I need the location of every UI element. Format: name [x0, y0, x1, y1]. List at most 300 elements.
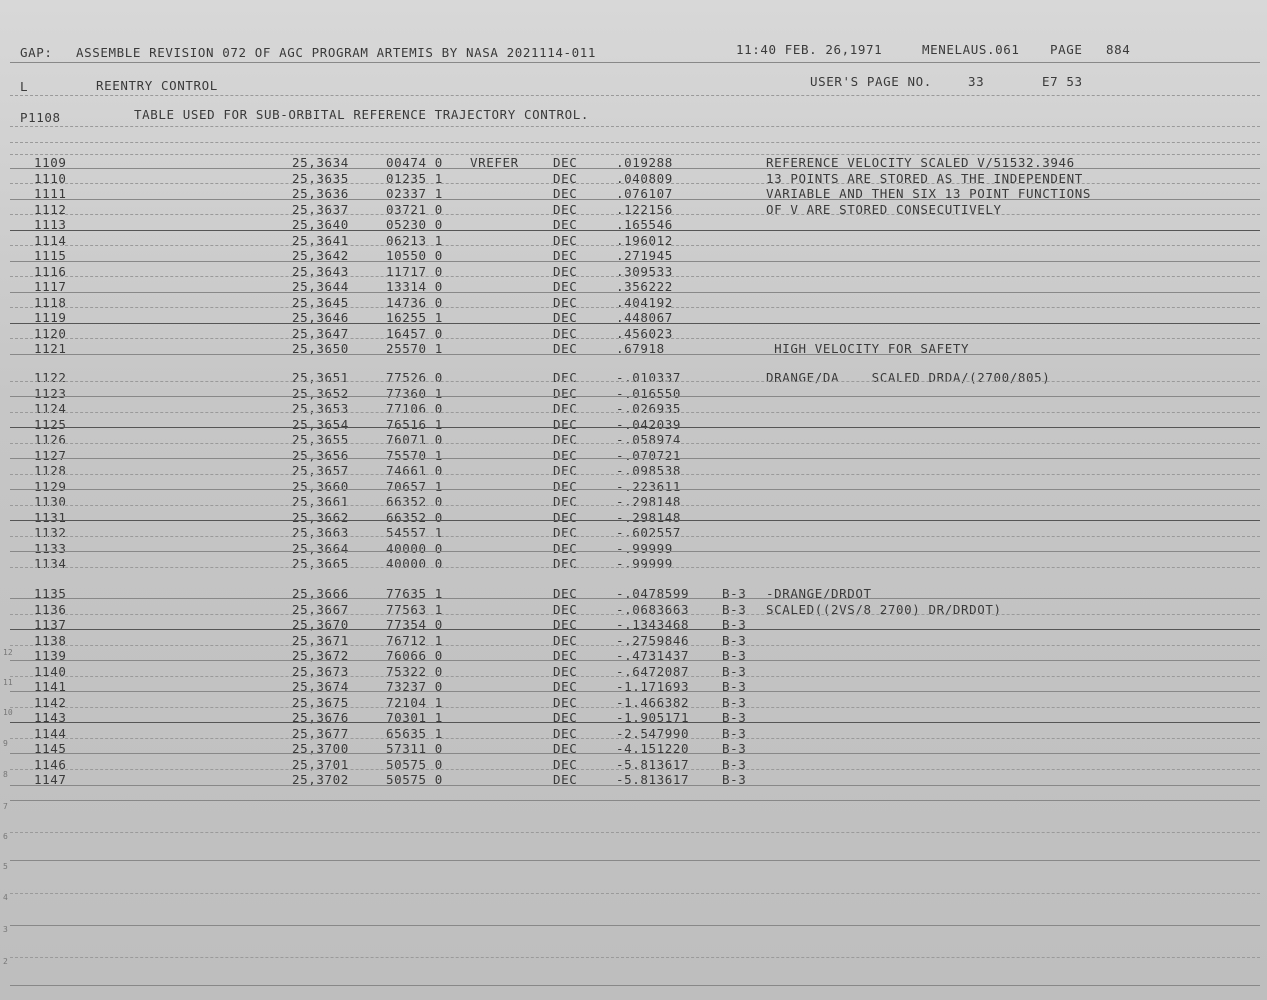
address: 25,3644: [292, 279, 349, 294]
table-row: [0, 634, 1267, 649]
octal-word: 76516 1: [386, 416, 443, 432]
line-number: 1125: [34, 416, 67, 432]
operand-value: -1.171693: [616, 679, 690, 694]
opcode: DEC: [553, 385, 578, 401]
ruling-line: [10, 645, 1260, 646]
operand-value: -.99999: [616, 556, 673, 571]
octal-word: 65635 1: [386, 725, 443, 741]
operand-value: -.0478599: [616, 586, 690, 601]
margin-number: 10: [3, 708, 13, 717]
opcode: DEC: [553, 540, 578, 556]
operand-value: -.223611: [616, 478, 682, 494]
octal-word: 73237 0: [386, 679, 443, 694]
operand-value: -5.813617: [616, 772, 690, 787]
line-number: 1137: [34, 617, 67, 632]
opcode: DEC: [553, 663, 578, 679]
ruling-line: [10, 214, 1260, 215]
comment: -DRANGE/DRDOT: [766, 586, 872, 601]
address: 25,3664: [292, 540, 349, 556]
opcode: DEC: [553, 201, 578, 217]
octal-word: 10550 0: [386, 248, 443, 263]
ruling-line: [10, 245, 1260, 246]
address: 25,3701: [292, 756, 349, 772]
line-number: 1112: [34, 201, 67, 217]
address: 25,3650: [292, 341, 349, 356]
ruling-line: [10, 199, 1260, 200]
operand-value: -.070721: [616, 447, 682, 463]
address: 25,3647: [292, 325, 349, 341]
table-row: [0, 587, 1267, 602]
line-number: 1140: [34, 663, 67, 679]
ruling-line: [10, 551, 1260, 552]
octal-word: 16457 0: [386, 325, 443, 341]
table-row: [0, 618, 1267, 633]
opcode: DEC: [553, 370, 578, 385]
opcode: DEC: [553, 679, 578, 694]
table-row: [0, 526, 1267, 541]
octal-word: 50575 0: [386, 756, 443, 772]
margin-number: 5: [3, 862, 8, 871]
opcode: DEC: [553, 648, 578, 663]
opcode: DEC: [553, 310, 578, 325]
table-row: [0, 464, 1267, 479]
line-number: 1142: [34, 694, 67, 710]
table-row: [0, 758, 1267, 773]
table-row: [0, 418, 1267, 433]
table-row: [0, 495, 1267, 510]
users-page-number: 33: [968, 74, 985, 89]
comment: OF V ARE STORED CONSECUTIVELY: [766, 201, 1002, 217]
operand-value: -.4731437: [616, 648, 690, 663]
scale-factor: B-3: [722, 663, 747, 679]
ruling-line: [10, 307, 1260, 308]
octal-word: 77360 1: [386, 385, 443, 401]
octal-word: 02337 1: [386, 186, 443, 201]
timestamp: 11:40 FEB. 26,1971: [736, 42, 883, 57]
opcode: DEC: [553, 617, 578, 632]
opcode: DEC: [553, 263, 578, 279]
octal-word: 70657 1: [386, 478, 443, 494]
comment: VARIABLE AND THEN SIX 13 POINT FUNCTIONS: [766, 186, 1092, 201]
scale-factor: B-3: [722, 586, 747, 601]
ruling-line: [10, 458, 1260, 459]
ruling-line: [10, 168, 1260, 169]
opcode: DEC: [553, 155, 578, 170]
table-row: [0, 387, 1267, 402]
margin-number: 11: [3, 678, 13, 687]
opcode: DEC: [553, 741, 578, 756]
octal-word: 40000 0: [386, 556, 443, 571]
octal-word: 50575 0: [386, 772, 443, 787]
opcode: DEC: [553, 478, 578, 494]
octal-word: 16255 1: [386, 310, 443, 325]
address: 25,3674: [292, 679, 349, 694]
scale-factor: B-3: [722, 710, 747, 725]
table-row: [0, 371, 1267, 386]
address: 25,3661: [292, 494, 349, 509]
address: 25,3646: [292, 310, 349, 325]
operand-value: -.602557: [616, 525, 682, 540]
margin-number: 3: [3, 925, 8, 934]
octal-word: 77563 1: [386, 601, 443, 617]
scale-factor: B-3: [722, 725, 747, 741]
octal-word: 54557 1: [386, 525, 443, 540]
opcode: DEC: [553, 463, 578, 478]
octal-word: 25570 1: [386, 341, 443, 356]
line-number: 1136: [34, 601, 67, 617]
margin-number: 6: [3, 832, 8, 841]
table-description: TABLE USED FOR SUB-ORBITAL REFERENCE TRAJECTORY CONTROL.: [134, 107, 590, 122]
line-number: 1132: [34, 525, 67, 540]
address: 25,3645: [292, 294, 349, 310]
line-number: 1146: [34, 756, 67, 772]
operand-value: -1.466382: [616, 694, 690, 710]
header-rule: [10, 62, 1260, 63]
octal-word: 77635 1: [386, 586, 443, 601]
scale-factor: B-3: [722, 679, 747, 694]
line-number: 1118: [34, 294, 67, 310]
symbol-label: VREFER: [470, 155, 519, 170]
ruling-line: [10, 396, 1260, 397]
operand-value: -.010337: [616, 370, 682, 385]
ruling-line: [10, 354, 1260, 355]
octal-word: 70301 1: [386, 710, 443, 725]
opcode: DEC: [553, 401, 578, 416]
page-label: PAGE: [1050, 42, 1083, 57]
octal-word: 76712 1: [386, 632, 443, 648]
octal-word: 57311 0: [386, 741, 443, 756]
blank-rule: [10, 925, 1260, 926]
scale-factor: B-3: [722, 772, 747, 787]
line-number: 1130: [34, 494, 67, 509]
address: 25,3667: [292, 601, 349, 617]
operand-value: -.016550: [616, 385, 682, 401]
octal-word: 66352 0: [386, 509, 443, 525]
operand-value: -.042039: [616, 416, 682, 432]
line-number: 1129: [34, 478, 67, 494]
scale-factor: B-3: [722, 741, 747, 756]
octal-word: 05230 0: [386, 217, 443, 232]
comment: REFERENCE VELOCITY SCALED V/51532.3946: [766, 155, 1075, 170]
opcode: DEC: [553, 279, 578, 294]
ruling-line: [10, 230, 1260, 231]
line-number: 1144: [34, 725, 67, 741]
line-number: 1131: [34, 509, 67, 525]
opcode: DEC: [553, 217, 578, 232]
line-number: 1138: [34, 632, 67, 648]
operand-value: .165546: [616, 217, 673, 232]
address: 25,3654: [292, 416, 349, 432]
blank-rule: [10, 957, 1260, 958]
octal-word: 77106 0: [386, 401, 443, 416]
opcode: DEC: [553, 694, 578, 710]
blank-rule: [10, 893, 1260, 894]
address: 25,3635: [292, 170, 349, 186]
table-row: [0, 711, 1267, 726]
line-number: 1134: [34, 556, 67, 571]
address: 25,3655: [292, 432, 349, 447]
line-number: 1114: [34, 232, 67, 248]
operand-value: .122156: [616, 201, 673, 217]
margin-number: 8: [3, 770, 8, 779]
ruling-line: [10, 614, 1260, 615]
scale-factor: B-3: [722, 617, 747, 632]
address: 25,3653: [292, 401, 349, 416]
opcode: DEC: [553, 772, 578, 787]
ruling-line: [10, 443, 1260, 444]
line-number: 1120: [34, 325, 67, 341]
octal-word: 74661 0: [386, 463, 443, 478]
ruling-line: [10, 427, 1260, 428]
program-title: ASSEMBLE REVISION 072 OF AGC PROGRAM ARTEMIS BY NASA 2021114-011: [76, 45, 597, 60]
ruling-line: [10, 154, 1260, 155]
margin-number: 7: [3, 802, 8, 811]
opcode: DEC: [553, 586, 578, 601]
ruling-line: [10, 323, 1260, 324]
margin-number: 9: [3, 739, 8, 748]
address: 25,3656: [292, 447, 349, 463]
ruling-line: [10, 520, 1260, 521]
blank-rule: [10, 142, 1260, 143]
margin-number: 4: [3, 893, 8, 902]
ruling-line: [10, 261, 1260, 262]
line-number: 1139: [34, 648, 67, 663]
octal-word: 76066 0: [386, 648, 443, 663]
blank-rule: [10, 860, 1260, 861]
operand-value: -.098538: [616, 463, 682, 478]
opcode: DEC: [553, 756, 578, 772]
opcode: DEC: [553, 509, 578, 525]
table-row: [0, 603, 1267, 618]
operand-value: -4.151220: [616, 741, 690, 756]
octal-word: 01235 1: [386, 170, 443, 186]
opcode: DEC: [553, 294, 578, 310]
line-number: 1145: [34, 741, 67, 756]
address: 25,3634: [292, 155, 349, 170]
octal-word: 77526 0: [386, 370, 443, 385]
line-number: 1117: [34, 279, 67, 294]
operand-value: .356222: [616, 279, 673, 294]
line-number: 1116: [34, 263, 67, 279]
operand-value: .309533: [616, 263, 673, 279]
address: 25,3665: [292, 556, 349, 571]
ruling-line: [10, 722, 1260, 723]
p-label: P1108: [20, 110, 61, 125]
octal-word: 03721 0: [386, 201, 443, 217]
opcode: DEC: [553, 710, 578, 725]
ruling-line: [10, 629, 1260, 630]
octal-word: 11717 0: [386, 263, 443, 279]
table-row: [0, 449, 1267, 464]
line-number: 1121: [34, 341, 67, 356]
operand-value: -1.905171: [616, 710, 690, 725]
scale-factor: B-3: [722, 601, 747, 617]
operand-value: -.2759846: [616, 632, 690, 648]
address: 25,3666: [292, 586, 349, 601]
l-marker: L: [20, 79, 29, 94]
ruling-line: [10, 707, 1260, 708]
ruling-line: [10, 183, 1260, 184]
octal-word: 75570 1: [386, 447, 443, 463]
opcode: DEC: [553, 248, 578, 263]
address: 25,3702: [292, 772, 349, 787]
ruling-line: [10, 489, 1260, 490]
margin-number: 12: [3, 648, 13, 657]
line-number: 1109: [34, 155, 67, 170]
line-number: 1143: [34, 710, 67, 725]
opcode: DEC: [553, 416, 578, 432]
address: 25,3636: [292, 186, 349, 201]
comment: SCALED((2VS/8 2700) DR/DRDOT): [766, 601, 1002, 617]
line-number: 1128: [34, 463, 67, 478]
scale-factor: B-3: [722, 632, 747, 648]
address: 25,3671: [292, 632, 349, 648]
address: 25,3642: [292, 248, 349, 263]
octal-word: 00474 0: [386, 155, 443, 170]
opcode: DEC: [553, 170, 578, 186]
table-row: [0, 234, 1267, 249]
table-row: [0, 649, 1267, 664]
address: 25,3660: [292, 478, 349, 494]
opcode: DEC: [553, 725, 578, 741]
operand-value: .196012: [616, 232, 673, 248]
operand-value: -.6472087: [616, 663, 690, 679]
line-number: 1126: [34, 432, 67, 447]
operand-value: .67918: [616, 341, 665, 356]
line-number: 1124: [34, 401, 67, 416]
table-row: [0, 433, 1267, 448]
ruling-line: [10, 474, 1260, 475]
ruling-line: [10, 276, 1260, 277]
line-number: 1147: [34, 772, 67, 787]
blank-rule: [10, 985, 1260, 986]
operand-value: .404192: [616, 294, 673, 310]
octal-word: 40000 0: [386, 540, 443, 556]
opcode: DEC: [553, 494, 578, 509]
octal-word: 06213 1: [386, 232, 443, 248]
page-number: 884: [1106, 42, 1131, 57]
operand-value: -.026935: [616, 401, 682, 416]
line-number: 1133: [34, 540, 67, 556]
operand-value: .448067: [616, 310, 673, 325]
operand-value: .456023: [616, 325, 673, 341]
section-title: REENTRY CONTROL: [96, 78, 218, 93]
operand-value: -.0683663: [616, 601, 690, 617]
operand-value: .019288: [616, 155, 673, 170]
address: 25,3676: [292, 710, 349, 725]
table-row: [0, 542, 1267, 557]
ruling-line: [10, 505, 1260, 506]
ruling-line: [10, 769, 1260, 770]
line-number: 1115: [34, 248, 67, 263]
address: 25,3670: [292, 617, 349, 632]
address: 25,3652: [292, 385, 349, 401]
ruling-line: [10, 338, 1260, 339]
description-rule: [10, 126, 1260, 127]
ruling-line: [10, 753, 1260, 754]
line-number: 1110: [34, 170, 67, 186]
table-row: [0, 402, 1267, 417]
operand-value: -5.813617: [616, 756, 690, 772]
table-row: [0, 511, 1267, 526]
octal-word: 77354 0: [386, 617, 443, 632]
operand-value: -.1343468: [616, 617, 690, 632]
ruling-line: [10, 785, 1260, 786]
address: 25,3663: [292, 525, 349, 540]
opcode: DEC: [553, 556, 578, 571]
table-row: [0, 557, 1267, 572]
scale-factor: B-3: [722, 648, 747, 663]
operand-value: -.058974: [616, 432, 682, 447]
ruling-line: [10, 660, 1260, 661]
opcode: DEC: [553, 447, 578, 463]
line-number: 1122: [34, 370, 67, 385]
scale-factor: B-3: [722, 694, 747, 710]
operand-value: .076107: [616, 186, 673, 201]
table-row: [0, 327, 1267, 342]
opcode: DEC: [553, 601, 578, 617]
blank-rule: [10, 832, 1260, 833]
address: 25,3641: [292, 232, 349, 248]
opcode: DEC: [553, 432, 578, 447]
opcode: DEC: [553, 341, 578, 356]
table-row: [0, 296, 1267, 311]
octal-word: 14736 0: [386, 294, 443, 310]
address: 25,3662: [292, 509, 349, 525]
operand-value: -.298148: [616, 509, 682, 525]
section-rule: [10, 95, 1260, 96]
address: 25,3673: [292, 663, 349, 679]
operand-value: -2.547990: [616, 725, 690, 741]
operand-value: .271945: [616, 248, 673, 263]
line-number: 1123: [34, 385, 67, 401]
address: 25,3643: [292, 263, 349, 279]
operand-value: .040809: [616, 170, 673, 186]
address: 25,3640: [292, 217, 349, 232]
users-page-label: USER'S PAGE NO.: [810, 74, 932, 89]
operand-value: -.298148: [616, 494, 682, 509]
gap-label: GAP:: [20, 45, 53, 60]
table-row: [0, 727, 1267, 742]
address: 25,3657: [292, 463, 349, 478]
margin-number: 2: [3, 957, 8, 966]
address: 25,3675: [292, 694, 349, 710]
address: 25,3672: [292, 648, 349, 663]
address: 25,3677: [292, 725, 349, 741]
ruling-line: [10, 381, 1260, 382]
ruling-line: [10, 691, 1260, 692]
table-row: [0, 480, 1267, 495]
line-number: 1135: [34, 586, 67, 601]
octal-word: 13314 0: [386, 279, 443, 294]
opcode: DEC: [553, 525, 578, 540]
table-row: [0, 265, 1267, 280]
ruling-line: [10, 567, 1260, 568]
listing-code: E7 53: [1042, 74, 1083, 89]
comment: HIGH VELOCITY FOR SAFETY: [766, 341, 970, 356]
line-number: 1113: [34, 217, 67, 232]
table-row: [0, 742, 1267, 757]
comment: DRANGE/DA SCALED DRDA/(2700/805): [766, 370, 1051, 385]
ruling-line: [10, 738, 1260, 739]
octal-word: 72104 1: [386, 694, 443, 710]
table-row: [0, 203, 1267, 218]
line-number: 1111: [34, 186, 67, 201]
table-row: [0, 172, 1267, 187]
operand-value: -.99999: [616, 540, 673, 556]
address: 25,3700: [292, 741, 349, 756]
octal-word: 75322 0: [386, 663, 443, 679]
